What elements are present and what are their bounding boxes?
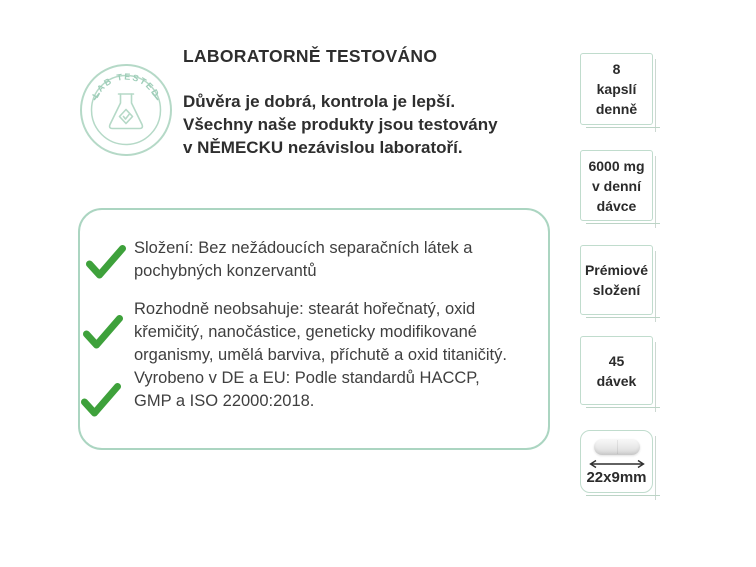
checklist-line: organismy, umělá barviva, příchutě a oxid titaničitý. <box>134 346 507 364</box>
flask-icon <box>110 94 143 129</box>
intro-line: v NĚMECKU nezávislou laboratoří. <box>183 138 463 157</box>
fact-line: 6000 mg <box>588 157 645 174</box>
fact-line: kapslí <box>596 81 637 97</box>
checklist-item <box>134 237 472 283</box>
checkmark-icon <box>83 315 123 349</box>
badge-label: LAB TESTED <box>90 71 162 100</box>
intro-line: Důvěra je dobrá, kontrola je lepší. <box>183 92 456 111</box>
fact-box-capsule-size <box>580 430 653 493</box>
page-title: LABORATORNĚ TESTOVÁNO <box>183 46 438 66</box>
fact-box-daily-dose-mg <box>580 150 653 221</box>
checklist-line: pochybných konzervantů <box>134 262 317 280</box>
capsule-size-label: 22x9mm <box>586 469 647 486</box>
fact-line: denně <box>595 101 638 117</box>
checklist-line: GMP a ISO 22000:2018. <box>134 392 315 410</box>
badge-label-text <box>90 72 161 100</box>
fact-line: Prémiové <box>584 262 649 278</box>
width-arrow-icon <box>588 459 646 469</box>
fact-box-premium-composition <box>580 245 653 315</box>
intro-text <box>183 90 498 159</box>
checklist-panel <box>78 208 550 450</box>
fact-line: 8 <box>612 61 621 77</box>
fact-box-capsules-per-day <box>580 53 653 125</box>
fact-line: 45 <box>608 352 625 369</box>
checkmark-icon <box>86 245 126 279</box>
checklist-line: Rozhodně neobsahuje: stearát hořečnatý, oxid <box>134 300 476 318</box>
checklist-item <box>134 367 480 413</box>
checklist-line: křemičitý, nanočástice, geneticky modifikované <box>134 323 477 341</box>
lab-tested-badge <box>78 62 174 158</box>
checkmark-icon <box>81 383 121 417</box>
intro-line: Všechny naše produkty jsou testovány <box>183 115 498 134</box>
checklist-line: Vyrobeno v DE a EU: Podle standardů HACCP, <box>134 369 480 387</box>
fact-box-servings <box>580 336 653 405</box>
fact-line: dávek <box>596 372 637 389</box>
fact-line: složení <box>592 282 641 298</box>
checklist-line: Složení: Bez nežádoucích separačních látek a <box>134 239 473 257</box>
fact-line: dávce <box>596 197 637 214</box>
capsule-icon <box>594 439 640 455</box>
fact-line: v denní <box>591 177 641 194</box>
checklist-item <box>134 298 507 367</box>
